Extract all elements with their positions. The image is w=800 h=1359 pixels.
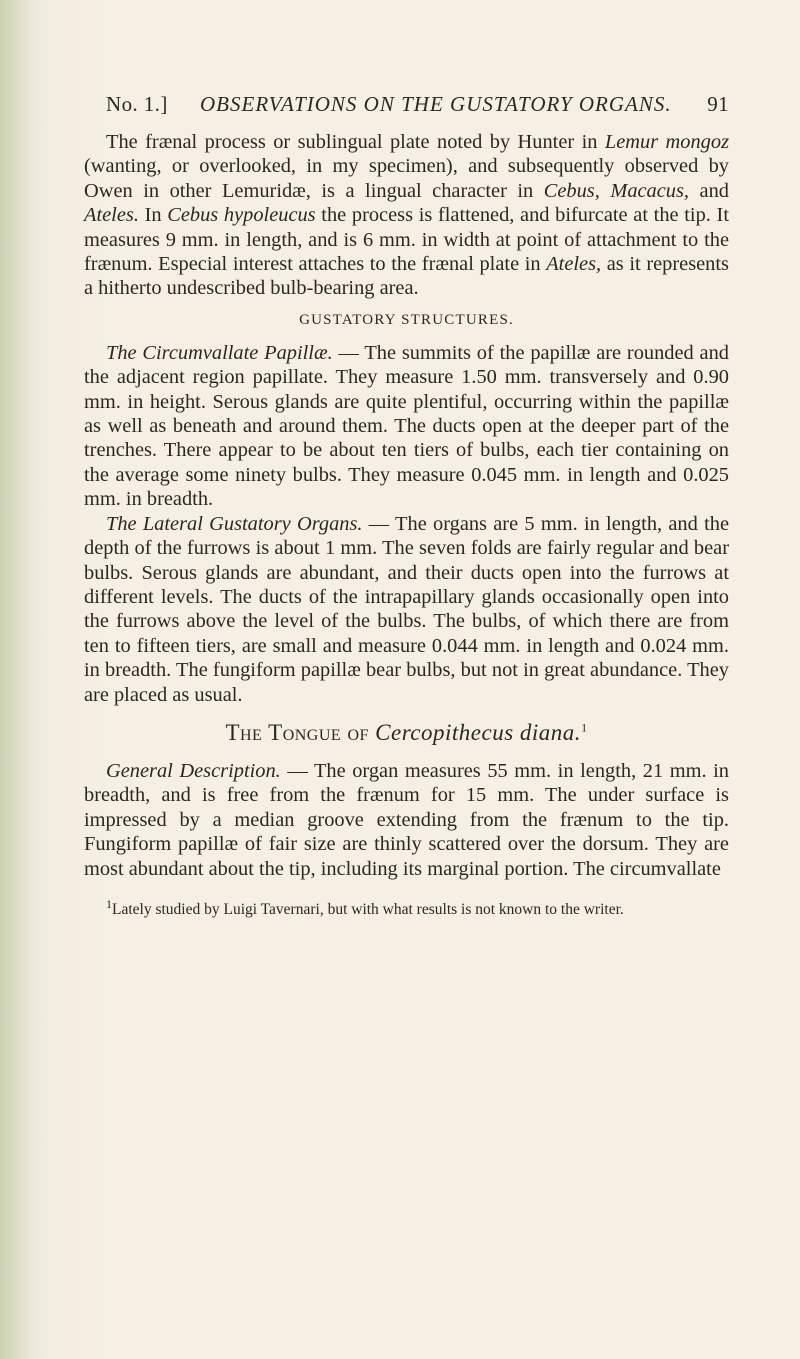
paragraph-fraenal-process	[84, 130, 729, 301]
issue-number: No. 1.]	[106, 92, 168, 116]
footnote-mark: 1	[106, 896, 112, 911]
page-number: 91	[707, 92, 729, 116]
chapter-heading-prefix: The Tongue of	[225, 719, 376, 745]
text-run: In	[138, 204, 168, 227]
genus-name: Ateles.	[84, 204, 139, 227]
text-run: — The summits of the papillæ are rounded and the adjacent region papillate. They measure 1.50 mm. transversely and 0.90 mm. in height. Serous glands are quite plentiful, occurring within the papillæ as well as beneath and around them. The ducts open at the deeper part of the trenches. There appear to be about ten tiers of bulbs, each tier containing on the average some ninety bulbs. They measure 0.045 mm. in length and 0.025 mm. in breadth.	[84, 341, 729, 511]
text-run: and	[689, 179, 729, 202]
footnote-reference: 1	[581, 720, 588, 735]
paragraph-lead: General Description.	[106, 759, 281, 782]
paragraph-lateral-organs	[84, 512, 729, 707]
footnote-text: Lately studied by Luigi Tavernari, but with what results is not known to the writer.	[112, 901, 624, 919]
footnote	[84, 895, 729, 919]
running-title: OBSERVATIONS ON THE GUSTATORY ORGANS.	[200, 92, 672, 116]
footnote-separator	[84, 881, 729, 895]
species-name: Cebus hypoleucus	[167, 204, 316, 227]
running-header	[84, 92, 729, 126]
text-run: The frænal process or sublingual plate noted by Hunter in	[106, 131, 605, 153]
text-run: the process is flattened, and bifurcate at the tip. It measures 9 mm. in length, and is 6 mm. in width at point of attachment to the frænum. Especial interest attaches to the frænal plate in	[84, 204, 729, 276]
genus-name: Ateles,	[546, 253, 602, 276]
text-run: — The organ measures 55 mm. in length, 21 mm. in breadth, and is free from the frænum for 15 mm. The under surface is impressed by a median groove extending from the frænum to the tip. Fungiform papillæ of fair size are thinly scattered over the dorsum. They are most abundant about the tip, including its marginal portion. The circumvallate	[84, 759, 729, 880]
section-heading: GUSTATORY STRUCTURES.	[299, 311, 514, 328]
text-run: (wanting, or overlooked, in my specimen), and subsequently observed by Owen in other Lemuridæ, is a lingual character in	[84, 155, 729, 202]
text-run: as it represents a hitherto undescribed bulb-bearing area.	[84, 253, 729, 300]
chapter-heading-species: Cercopithecus diana.	[375, 719, 582, 745]
species-name: Lemur mongoz	[604, 131, 729, 153]
page-content	[84, 92, 729, 919]
paragraph-circumvallate	[84, 341, 729, 512]
chapter-heading	[84, 720, 729, 746]
genus-names: Cebus, Macacus,	[543, 179, 690, 202]
text-run: — The organs are 5 mm. in length, and the depth of the furrows is about 1 mm. The seven folds are fairly regular and bear bulbs. Serous glands are abundant, and their ducts open into the furrows at different levels. The ducts of the intrapapillary glands occasionally open into the furrows above the level of the bulbs. The bulbs, of which there are from ten to fifteen tiers, are small and measure 0.044 mm. in length and 0.024 mm. in breadth. The fungiform papillæ bear bulbs, but not in great abundance. They are placed as usual.	[84, 512, 729, 706]
paragraph-lead: The Lateral Gustatory Organs.	[106, 512, 363, 535]
paragraph-lead: The Circumvallate Papillæ.	[106, 341, 333, 364]
paragraph-general-description	[84, 759, 729, 881]
